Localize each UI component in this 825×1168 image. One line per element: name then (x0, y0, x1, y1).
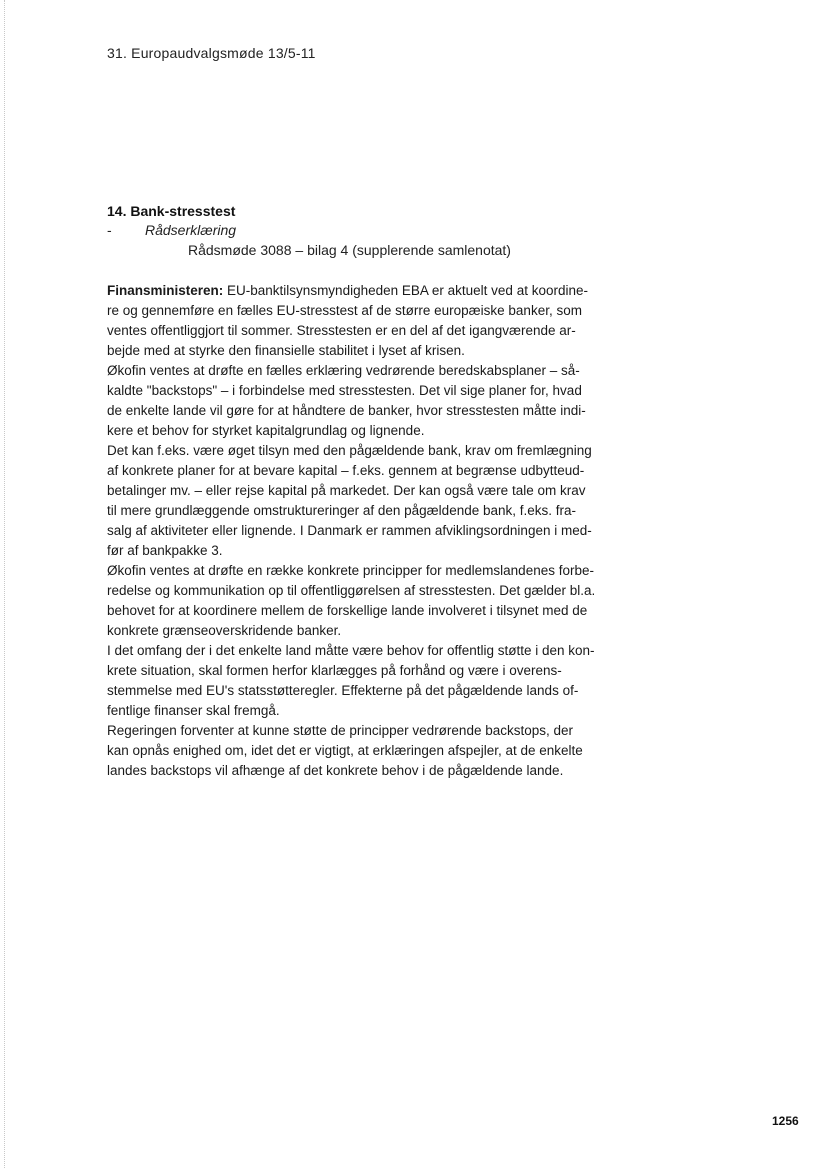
body-line: salg af aktiviteter eller lignende. I Danmark er rammen afviklingsordningen i med- (107, 523, 592, 538)
speaker-label: Finansministeren: (107, 283, 224, 298)
body-line: landes backstops vil afhænge af det konkrete behov i de pågældende lande. (107, 763, 564, 778)
section-subtitle: Rådserklæring (145, 222, 237, 238)
body-line: betalinger mv. – eller rejse kapital på markedet. Der kan også være tale om krav (107, 483, 586, 498)
body-line: før af bankpakke 3. (107, 543, 223, 558)
body-line: redelse og kommunikation op til offentliggørelsen af stresstesten. Det gælder bl.a. (107, 583, 596, 598)
body-line: stemmelse med EU's statsstøtteregler. Effekterne på det pågældende lands of- (107, 683, 579, 698)
body-line: Det kan f.eks. være øget tilsyn med den pågældende bank, krav om fremlægning (107, 443, 592, 458)
body-line: Økofin ventes at drøfte en række konkrete principper for medlemslandenes forbe- (107, 563, 594, 578)
body-line: behovet for at koordinere mellem de forskellige lande involveret i tilsynet med de (107, 603, 588, 618)
section-reference: Rådsmøde 3088 – bilag 4 (supplerende samlenotat) (188, 242, 511, 258)
body-line: de enkelte lande vil gøre for at håndtere de banker, hvor stresstesten måtte indi- (107, 403, 586, 418)
body-first-line: EU-banktilsynsmyndigheden EBA er aktuelt ved at koordine- (223, 283, 588, 298)
page-number: 1256 (772, 1114, 799, 1128)
body-line: I det omfang der i det enkelte land måtte være behov for offentlig støtte i den kon- (107, 643, 595, 658)
body-line: af konkrete planer for at bevare kapital – f.eks. gennem at begrænse udbytteud- (107, 463, 585, 478)
body-line: til mere grundlæggende omstruktureringer af den pågældende bank, f.eks. fra- (107, 503, 577, 518)
section-title: 14. Bank-stresstest (107, 203, 236, 219)
body-line (107, 281, 595, 301)
scan-edge-line (4, 0, 5, 1168)
body-line: re og gennemføre en fælles EU-stresstest af de større europæiske banker, som (107, 303, 582, 318)
body-text (107, 281, 595, 781)
body-line: kan opnås enighed om, idet det er vigtigt, at erklæringen afspejler, at de enkelte (107, 743, 583, 758)
body-line: Regeringen forventer at kunne støtte de principper vedrørende backstops, der (107, 723, 574, 738)
body-line: kere et behov for styrket kapitalgrundlag og lignende. (107, 423, 425, 438)
meeting-header: 31. Europaudvalgsmøde 13/5-11 (107, 45, 316, 61)
body-line: Økofin ventes at drøfte en fælles erklæring vedrørende beredskabsplaner – så- (107, 363, 580, 378)
subtitle-dash: - (107, 222, 112, 238)
body-line: konkrete grænseoverskridende banker. (107, 623, 342, 638)
body-line: fentlige finanser skal fremgå. (107, 703, 280, 718)
body-line: ventes offentliggjort til sommer. Stresstesten er en del af det igangværende ar- (107, 323, 576, 338)
body-line: kaldte "backstops" – i forbindelse med stresstesten. Det vil sige planer for, hvad (107, 383, 582, 398)
body-line: krete situation, skal formen herfor klarlægges på forhånd og være i overens- (107, 663, 562, 678)
body-line: bejde med at styrke den finansielle stabilitet i lyset af krisen. (107, 343, 465, 358)
section-subtitle-line (107, 222, 236, 238)
